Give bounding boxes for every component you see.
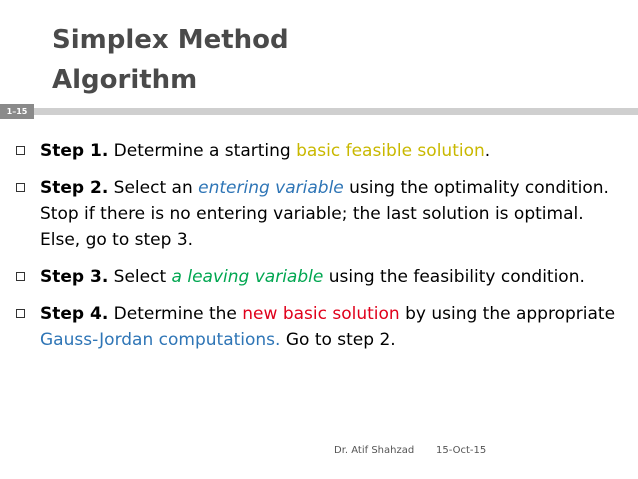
step-text: using the feasibility condition. (323, 267, 585, 287)
step-text: Go to step 2. (280, 330, 396, 350)
highlight-basic-feasible-solution: basic feasible solution (296, 141, 485, 161)
step-label: Step 4. (40, 304, 109, 324)
title-line-1: Simplex Method (52, 25, 289, 55)
step-text: using the optimality condition. Stop if there is no entering variable; the last solution is optimal. Else, go to step 3. (40, 178, 609, 250)
slide-number-badge: 1–15 (0, 104, 34, 119)
highlight-leaving-variable: a leaving variable (171, 267, 324, 287)
step-label: Step 3. (40, 267, 109, 287)
list-item-step-3 (12, 264, 622, 290)
step-text: . (484, 141, 491, 161)
highlight-entering-variable: entering variable (198, 178, 344, 198)
step-text: Select (108, 267, 172, 287)
list-item-step-4 (12, 301, 622, 353)
list-item-step-1 (12, 138, 622, 164)
highlight-gauss-jordan: Gauss-Jordan computations. (40, 330, 281, 350)
footer-author: Dr. Atif Shahzad (334, 445, 415, 456)
highlight-new-basic-solution: new basic solution (242, 304, 400, 324)
step-text: Select an (108, 178, 199, 198)
title-line-2: Algorithm (52, 65, 198, 95)
step-text: Determine a starting (108, 141, 297, 161)
square-bullet-icon (16, 146, 25, 155)
footer-date: 15-Oct-15 (436, 445, 487, 456)
square-bullet-icon (16, 309, 25, 318)
square-bullet-icon (16, 272, 25, 281)
steps-list (12, 138, 622, 364)
list-item-step-2 (12, 175, 622, 253)
step-text: by using the appropriate (399, 304, 616, 324)
title-divider (0, 108, 638, 115)
square-bullet-icon (16, 183, 25, 192)
slide-title (52, 20, 289, 100)
step-label: Step 1. (40, 141, 109, 161)
step-label: Step 2. (40, 178, 109, 198)
step-text: Determine the (108, 304, 243, 324)
